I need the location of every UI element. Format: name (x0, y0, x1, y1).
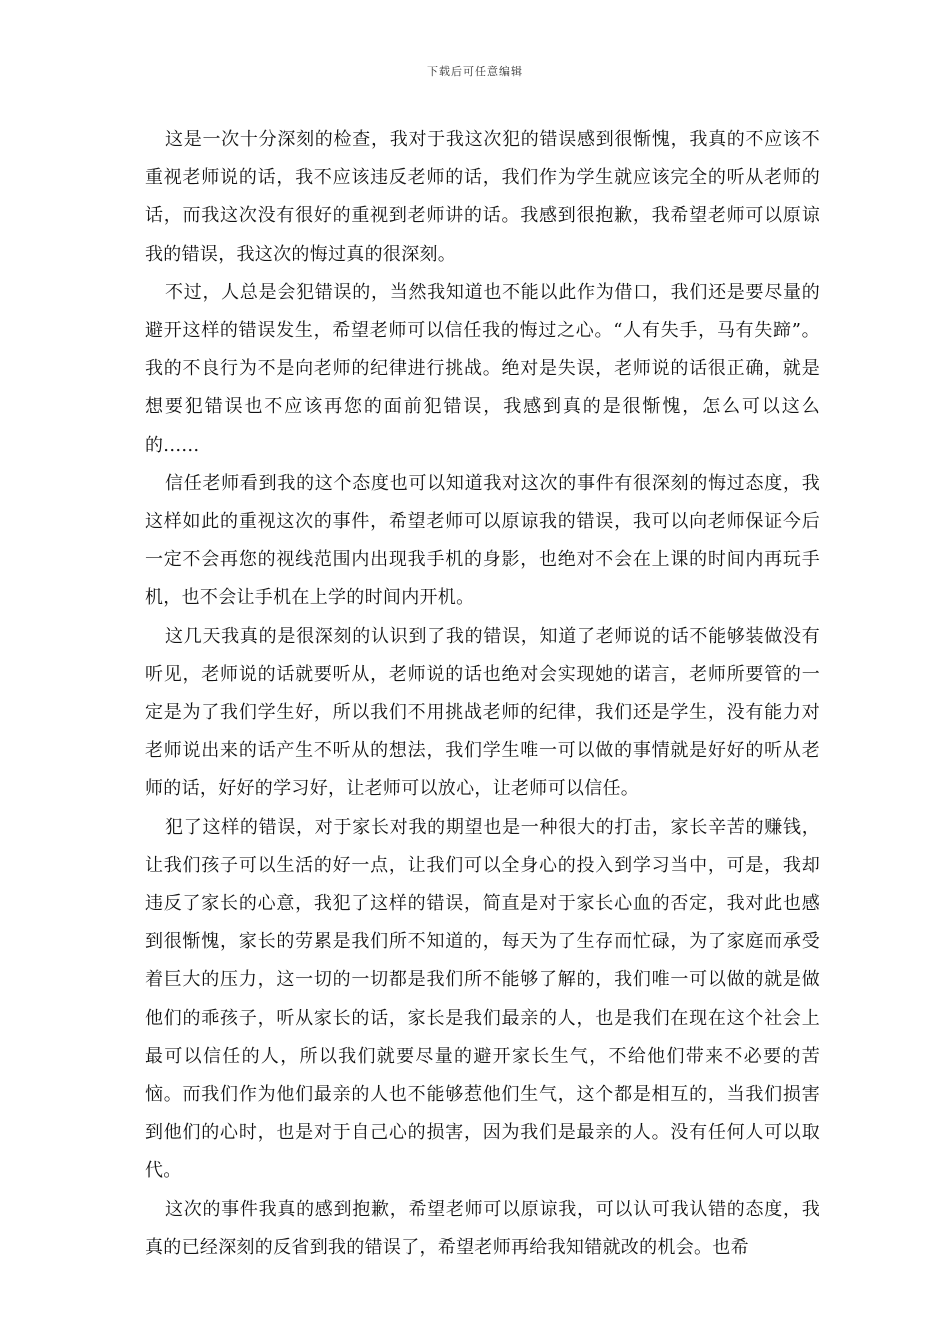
paragraph-3: 信任老师看到我的这个态度也可以知道我对这次的事件有很深刻的悔过态度，我这样如此的重视这次的事件，希望老师可以原谅我的错误，我可以向老师保证今后一定不会再您的视线范围内出现我手机的身影，也绝对不会在上课的时间内再玩手机，也不会让手机在上学的时间内开机。 (145, 472, 820, 609)
document-body (145, 121, 820, 1267)
paragraph-2: 不过，人总是会犯错误的，当然我知道也不能以此作为借口，我们还是要尽量的避开这样的错误发生，希望老师可以信任我的悔过之心。“人有失手，马有失蹄”。我的不良行为不是向老师的纪律进行挑战。绝对是失误，老师说的话很正确，就是想要犯错误也不应该再您的面前犯错误，我感到真的是很惭愧，怎么可以这么的...... (145, 281, 820, 456)
paragraph-6: 这次的事件我真的感到抱歉，希望老师可以原谅我，可以认可我认错的态度，我真的已经深刻的反省到我的错误了，希望老师再给我知错就改的机会。也希 (145, 1198, 820, 1258)
paragraph-4: 这几天我真的是很深刻的认识到了我的错误，知道了老师说的话不能够装做没有听见，老师说的话就要听从，老师说的话也绝对会实现她的诺言，老师所要管的一定是为了我们学生好，所以我们不用挑战老师的纪律，我们还是学生，没有能力对老师说出来的话产生不听从的想法，我们学生唯一可以做的事情就是好好的听从老师的话，好好的学习好，让老师可以放心，让老师可以信任。 (145, 625, 820, 800)
paragraph-5: 犯了这样的错误，对于家长对我的期望也是一种很大的打击，家长辛苦的赚钱，让我们孩子可以生活的好一点，让我们可以全身心的投入到学习当中，可是，我却违反了家长的心意，我犯了这样的错误，简直是对于家长心血的否定，我对此也感到很惭愧，家长的劳累是我们所不知道的，每天为了生存而忙碌，为了家庭而承受着巨大的压力，这一切的一切都是我们所不能够了解的，我们唯一可以做的就是做他们的乖孩子，听从家长的话，家长是我们最亲的人，也是我们在现在这个社会上最可以信任的人，所以我们就要尽量的避开家长生气，不给他们带来不必要的苦恼。而我们作为他们最亲的人也不能够惹他们生气，这个都是相互的，当我们损害到他们的心时，也是对于自己心的损害，因为我们是最亲的人。没有任何人可以取代。 (145, 816, 820, 1182)
page-header: 下载后可任意编辑 (427, 65, 523, 78)
paragraph-1: 这是一次十分深刻的检查，我对于我这次犯的错误感到很惭愧，我真的不应该不重视老师说的话，我不应该违反老师的话，我们作为学生就应该完全的听从老师的话，而我这次没有很好的重视到老师讲的话。我感到很抱歉，我希望老师可以原谅我的错误，我这次的悔过真的很深刻。 (145, 129, 820, 265)
